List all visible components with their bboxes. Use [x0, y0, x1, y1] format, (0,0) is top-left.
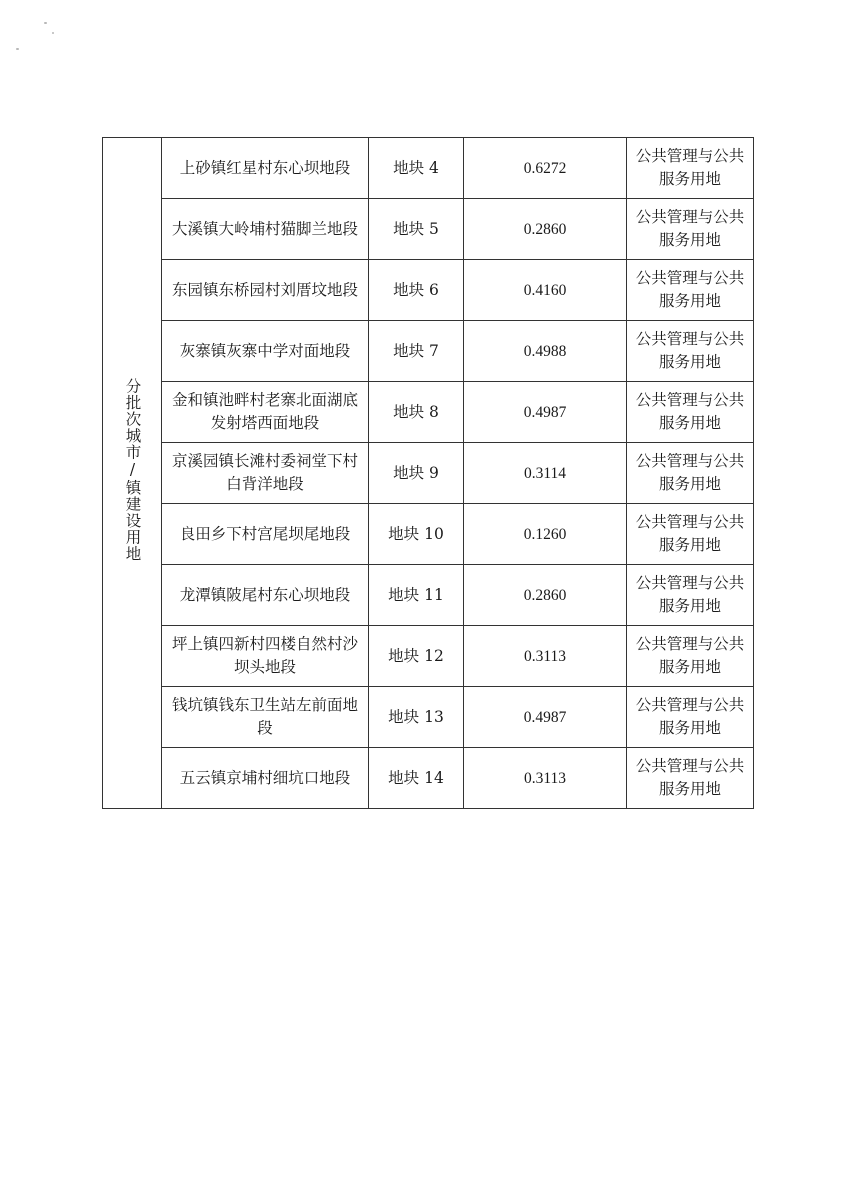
location-cell: 上砂镇红星村东心坝地段 — [162, 138, 369, 199]
location-cell: 五云镇京埔村细坑口地段 — [162, 748, 369, 809]
area-cell: 0.6272 — [464, 138, 627, 199]
use-cell: 公共管理与公共服务用地 — [627, 382, 754, 443]
scan-speck — [52, 32, 54, 34]
area-cell: 0.4987 — [464, 687, 627, 748]
block-cell: 地块 8 — [369, 382, 464, 443]
block-cell: 地块 4 — [369, 138, 464, 199]
block-cell: 地块 5 — [369, 199, 464, 260]
use-cell: 公共管理与公共服务用地 — [627, 626, 754, 687]
use-cell: 公共管理与公共服务用地 — [627, 748, 754, 809]
use-cell: 公共管理与公共服务用地 — [627, 504, 754, 565]
table-row — [103, 748, 754, 809]
location-cell: 大溪镇大岭埔村猫脚兰地段 — [162, 199, 369, 260]
use-cell: 公共管理与公共服务用地 — [627, 321, 754, 382]
area-cell: 0.3114 — [464, 443, 627, 504]
location-cell: 京溪园镇长滩村委祠堂下村白背洋地段 — [162, 443, 369, 504]
land-use-table-body — [103, 138, 754, 809]
area-cell: 0.2860 — [464, 199, 627, 260]
table-row — [103, 199, 754, 260]
area-cell: 0.4987 — [464, 382, 627, 443]
location-cell: 良田乡下村宫尾坝尾地段 — [162, 504, 369, 565]
area-cell: 0.4160 — [464, 260, 627, 321]
use-cell: 公共管理与公共服务用地 — [627, 260, 754, 321]
table-row — [103, 260, 754, 321]
location-cell: 金和镇池畔村老寨北面湖底发射塔西面地段 — [162, 382, 369, 443]
area-cell: 0.2860 — [464, 565, 627, 626]
category-cell — [103, 138, 162, 809]
area-cell: 0.3113 — [464, 748, 627, 809]
block-cell: 地块 11 — [369, 565, 464, 626]
table-row — [103, 687, 754, 748]
scan-speck — [44, 22, 47, 24]
table-row — [103, 138, 754, 199]
block-cell: 地块 10 — [369, 504, 464, 565]
use-cell: 公共管理与公共服务用地 — [627, 687, 754, 748]
location-cell: 灰寨镇灰寨中学对面地段 — [162, 321, 369, 382]
area-cell: 0.1260 — [464, 504, 627, 565]
use-cell: 公共管理与公共服务用地 — [627, 138, 754, 199]
location-cell: 东园镇东桥园村刘厝坟地段 — [162, 260, 369, 321]
block-cell: 地块 9 — [369, 443, 464, 504]
table-row — [103, 504, 754, 565]
use-cell: 公共管理与公共服务用地 — [627, 199, 754, 260]
table-row — [103, 382, 754, 443]
land-use-table — [102, 137, 754, 809]
block-cell: 地块 13 — [369, 687, 464, 748]
use-cell: 公共管理与公共服务用地 — [627, 565, 754, 626]
block-cell: 地块 12 — [369, 626, 464, 687]
block-cell: 地块 14 — [369, 748, 464, 809]
scan-speck — [16, 48, 19, 50]
table-row — [103, 321, 754, 382]
table-row — [103, 443, 754, 504]
block-cell: 地块 6 — [369, 260, 464, 321]
location-cell: 龙潭镇陂尾村东心坝地段 — [162, 565, 369, 626]
area-cell: 0.3113 — [464, 626, 627, 687]
use-cell: 公共管理与公共服务用地 — [627, 443, 754, 504]
location-cell: 坪上镇四新村四楼自然村沙坝头地段 — [162, 626, 369, 687]
block-cell: 地块 7 — [369, 321, 464, 382]
table-row — [103, 565, 754, 626]
area-cell: 0.4988 — [464, 321, 627, 382]
category-label: 分批次城市/镇建设用地 — [123, 377, 142, 562]
location-cell: 钱坑镇钱东卫生站左前面地段 — [162, 687, 369, 748]
table-row — [103, 626, 754, 687]
